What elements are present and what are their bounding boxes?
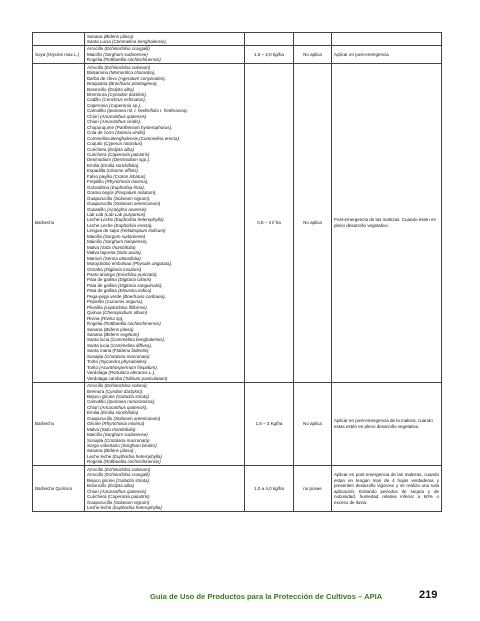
weeds-cell (85, 64, 245, 382)
weed-common-name: Chiori (87, 488, 99, 494)
weed-scientific-name: (Bidens pilosa) (103, 326, 134, 332)
dose-cell: 1,0 a 4,0 kg/ha (245, 466, 294, 512)
weed-scientific-name: (Cleome affinis) (106, 168, 139, 174)
weed-scientific-name: (Emilia sonchifolia) (100, 410, 139, 416)
weed-common-name: Santa Lucia (87, 38, 111, 44)
weed-scientific-name: (Echinochloa colonum) (104, 64, 151, 70)
weed-scientific-name: (Rottboellia cochinchinensis) (103, 459, 161, 465)
weed-common-name: Emilia (87, 410, 100, 416)
weed-common-name: Motojobobo embolsao (87, 261, 132, 267)
table-row (33, 466, 442, 512)
weed-scientific-name: (Rottboellia cochinchinensis) (103, 57, 161, 63)
weed-scientific-name: (Amaranthus quitensis) (100, 488, 147, 494)
weed-scientific-name: (Rivina sp), (100, 315, 124, 321)
weed-common-name: Bejuco glicine (87, 393, 115, 399)
weed-scientific-name: (Crotalaria mucronata) (104, 437, 150, 443)
weed-common-name: Santa lucia (87, 337, 110, 343)
weed-common-name: Rogelia (87, 459, 103, 465)
weed-entry (87, 376, 242, 381)
weed-common-name: Gusanillo (87, 206, 106, 212)
weed-scientific-name: (Leptochloa filiformis) (104, 304, 147, 310)
weed-common-name: Caperonia (87, 102, 108, 108)
weed-common-name: Guapurucillo (87, 499, 113, 505)
weed-common-name: Malva (87, 244, 100, 250)
weed-scientific-name: (Rhynchosia minima), (105, 179, 149, 185)
weed-scientific-name: (Portulaca oleracea L.), (108, 370, 156, 376)
weed-common-name: Chiori (87, 113, 99, 119)
weed-common-name: Leche leche (87, 453, 112, 459)
weed-common-name: Mamuri (87, 255, 103, 261)
weed-entry (87, 505, 242, 510)
weed-scientific-name: (Eclipta alba) (107, 146, 135, 152)
weed-common-name: Sonajita (87, 353, 104, 359)
weed-common-name: Pepinillo (87, 299, 105, 305)
interval-cell (294, 33, 332, 46)
weed-scientific-name: (Cenchrus echinatus), (102, 97, 147, 103)
weed-scientific-name: (Paspalum notatum), (114, 190, 157, 196)
weed-scientific-name: (Digitaria sanguinalis), (118, 282, 163, 288)
weed-common-name: Sanana (87, 448, 103, 454)
weed-scientific-name: (Senna obtusifolia) (103, 255, 141, 261)
weed-common-name: Bejuco glicine (87, 477, 115, 483)
weed-common-name: Plumilla (87, 304, 103, 310)
weed-common-name: Emilia (87, 162, 100, 168)
weed-scientific-name: (Digitaria insularis) (104, 266, 142, 272)
weed-scientific-name: (Nycandra physaloides) (99, 359, 147, 365)
weed-common-name: Leche leche (87, 505, 112, 511)
dose-cell: 1,5 – 3 Kg/ha (245, 382, 294, 466)
weed-common-name: Arrocillo (87, 383, 104, 389)
page-footer (150, 589, 450, 606)
weed-common-name: Lengua de sapo (87, 228, 120, 234)
weed-common-name: Sanana (87, 33, 103, 39)
weed-common-name: Quinua (87, 310, 102, 316)
weed-scientific-name: (Caperonia palustris) (107, 152, 150, 158)
weed-common-name: Coquito (87, 141, 103, 147)
weed-common-name: Bremnura (87, 92, 107, 98)
dose-cell (245, 33, 294, 46)
weed-common-name: Guapurucillo (87, 415, 113, 421)
interval-cell: No aplica (294, 64, 332, 382)
weed-common-name: Pata de gallina (87, 288, 117, 294)
weed-scientific-name: (Ipomoea ramosissima), (107, 399, 156, 405)
weed-common-name: Sanana (87, 326, 103, 332)
herbicide-use-table (32, 32, 442, 512)
weed-scientific-name: (Bidens pilosa) , (103, 448, 137, 454)
weed-common-name: Maicillo (87, 432, 103, 438)
weed-scientific-name: (Caperonia palustris) (107, 494, 150, 500)
remarks-cell: Aplicar en post emergencia de las malezas, cuando estan en tengan mas de 4 hojas verdaderas y presenten desarrollo vigoroso y se realiza una sola aplicación. Evitando periodos de sequía y de nubosidad, humedad relativa inferior a 60% o exceso de lluvia. (332, 466, 442, 512)
weed-common-name: Sonajita (87, 437, 104, 443)
weed-common-name: Balsamina (87, 70, 109, 76)
weed-common-name: Desmodium (87, 157, 112, 163)
weed-common-name: Orizaha (87, 266, 103, 272)
weed-scientific-name: (Echinochloa crusgalli) (104, 472, 150, 478)
weed-scientific-name: (Sida acuta), (116, 250, 143, 256)
weed-scientific-name: (Sorghum halapense), (103, 239, 148, 245)
weed-scientific-name: (Caperonia sp.), (109, 102, 142, 108)
weed-common-name: Pega-pega verde (87, 293, 122, 299)
weed-scientific-name: Benghalensis,(Commelina erecta), (111, 135, 181, 141)
dose-cell: 1,5 – 2,0 kg/ha (245, 45, 294, 63)
weed-common-name: Braquiaria (87, 81, 108, 87)
weed-scientific-name: (Heliotropium indicum) (120, 228, 166, 234)
footer-title: Guía de Uso de Productos para la Protección de Cultivos – APIA (150, 592, 383, 601)
weed-common-name: Bremura (87, 388, 105, 394)
weed-scientific-name: (Amaranthus quitensis) (100, 113, 147, 119)
weed-common-name: Golondrina (87, 184, 110, 190)
weed-common-name: Arrocillo (87, 46, 104, 52)
weed-scientific-name: (Euphorbia heterophylla) (112, 453, 162, 459)
weed-scientific-name: (Ipomoea nil, I. hederifolia I. hederacea), (107, 108, 188, 114)
weed-common-name: Verdolaga camba (87, 375, 123, 381)
weed-common-name: Lab Lab (87, 212, 104, 217)
weed-common-name: Falso payillo (87, 173, 113, 179)
weed-entry (87, 57, 242, 62)
remarks-cell: Post-emergencia de las malezas. Cuando esten en pleno desarrollo vegetativo. (332, 64, 442, 382)
table-row (33, 382, 442, 466)
crop-cell: Barbecho Químico (33, 466, 85, 512)
weed-scientific-name: (Crotalaria mucronata) (104, 353, 150, 359)
weed-scientific-name: (Eleusina indica) (118, 288, 152, 294)
weed-scientific-name: (Galactia striata) (116, 393, 150, 399)
weed-scientific-name: (Sorghum sudanense) (103, 51, 148, 57)
weed-scientific-name: (Eclipta alba) (107, 86, 135, 92)
weed-common-name: Curichera (87, 152, 107, 158)
weed-common-name: Rogelia (87, 57, 103, 63)
weed-common-name: Curichera (87, 494, 107, 500)
weed-common-name: Leche Leche (87, 222, 113, 228)
table-row (33, 33, 442, 46)
crop-cell (33, 33, 85, 46)
remarks-cell: Aplicar en post-emergencia (332, 45, 442, 63)
interval-cell: No aplica (294, 45, 332, 63)
weed-common-name: Guapurucillo (87, 201, 113, 207)
weed-common-name: Commelina (87, 135, 110, 141)
weed-scientific-name: (Sorgum sudanense) (103, 233, 146, 239)
weed-common-name: Maicillo (87, 51, 103, 57)
weed-scientific-name: (Solanum nigrum), (113, 195, 151, 201)
weed-scientific-name: (Solanum americanum) (113, 201, 161, 207)
remarks-cell: Aplicar en post-emergencia de la maleza, cuando estas estén en pleno desarrollo vegetativo. (332, 382, 442, 466)
weed-scientific-name: (Boerhavia caribaea), (122, 293, 166, 299)
weed-scientific-name: (Cyndon dactylon); (105, 388, 144, 394)
weed-common-name: Cola de zorro (87, 130, 115, 136)
weed-common-name: Glicine (87, 421, 101, 427)
weed-scientific-name: (Solanum nigrum) (113, 499, 150, 505)
weed-scientific-name: (Momordica charantia), (109, 70, 156, 76)
weed-common-name: Barba de chivo (87, 75, 118, 81)
weed-entry (87, 39, 242, 44)
weed-common-name: Botoncillo (87, 483, 107, 489)
weed-common-name: Arrocillo (87, 466, 104, 472)
weed-scientific-name: (Cucumis anguria), (105, 299, 144, 305)
weed-scientific-name: (Euphorbia heterophylla) (114, 217, 164, 223)
table-row (33, 45, 442, 63)
table-body (33, 33, 442, 512)
weed-common-name: Maicillo (87, 239, 103, 245)
weed-scientific-name: (Eclipta alba) (107, 483, 135, 489)
weed-common-name: Sanana (87, 331, 103, 337)
weed-common-name: Botoncillo (87, 86, 107, 92)
page-number: 219 (419, 589, 438, 601)
weed-common-name: Santa lucia (87, 342, 110, 348)
crop-cell: Soya (Glycine max L.) (33, 45, 85, 63)
weed-scientific-name: (Cynodon dactilon), (108, 92, 148, 98)
weeds-cell (85, 382, 245, 466)
weed-scientific-name: (Amaranthus viridis), (100, 119, 142, 125)
weed-common-name: Espadilla (87, 168, 106, 174)
remarks-cell (332, 33, 442, 46)
weed-scientific-name: (Sorghum bicolor) (121, 443, 157, 449)
weed-scientific-name: (Physalis angulata), (132, 261, 173, 267)
crop-cell: Barbecho (33, 64, 85, 382)
weed-scientific-name: (Bidens pilosa) (103, 33, 134, 39)
weed-scientific-name: (Commelina diffusa), (110, 342, 153, 348)
weed-entry (87, 459, 242, 464)
weeds-cell (85, 45, 245, 63)
weed-common-name: Arrocillo (87, 472, 104, 478)
weed-scientific-name: (Rottboellia cochinchinensis) (103, 321, 161, 327)
weed-scientific-name: (Sorghum sudanense) (103, 432, 148, 438)
weed-scientific-name: (Parthenium hysterophorus), (115, 124, 173, 130)
weed-scientific-name: (Croton lobatus) (113, 173, 146, 179)
weed-scientific-name: (Echinochloa colona); (104, 383, 148, 389)
weed-common-name: Pasto amargo (87, 271, 116, 277)
weed-common-name: Grama negra (87, 190, 114, 196)
weed-scientific-name: (Rhynchosia minima) (102, 421, 145, 427)
weed-common-name: Malva (87, 426, 100, 432)
weed-scientific-name: (Lab Lab purpureus) (104, 212, 146, 217)
weed-common-name: Chiori (87, 119, 99, 125)
weed-scientific-name: (Ageratum conyzoides), (118, 75, 166, 81)
weed-scientific-name: (Acanthospermum hispidum), (99, 364, 159, 370)
weed-common-name: Cadillo (87, 97, 101, 103)
weed-scientific-name: (Euphorbia hirta), (110, 184, 146, 190)
weed-common-name: Chupurujume (87, 124, 115, 130)
weed-scientific-name: (Echinochloa colonum) (104, 466, 151, 472)
weed-scientific-name: (Sida rhombifolia) (100, 426, 136, 432)
weed-common-name: Malva taporita (87, 250, 116, 256)
weed-common-name: Curichera (87, 146, 107, 152)
weed-common-name: Camotillo (87, 399, 106, 405)
weed-common-name: Chiori (87, 404, 99, 410)
weed-common-name: Maicillo (87, 233, 103, 239)
weed-common-name: Guapurucillo (87, 195, 113, 201)
weed-scientific-name: (Cyperus rotundus) (103, 141, 143, 147)
dose-cell: 0,8 – 4 l/ ha (245, 64, 294, 382)
weed-scientific-name: (Emilia sonchifolia), (100, 162, 140, 168)
weed-scientific-name: (Commelina benghalensis), (112, 38, 167, 44)
weed-scientific-name: (Solanum americanum) (113, 415, 161, 421)
weed-scientific-name: (Talinum paniculatum) (123, 375, 168, 381)
weed-scientific-name: (Amaranthus quitensis), (100, 404, 148, 410)
crop-cell: Barbecho (33, 382, 85, 466)
weed-common-name: Pata de gallina (87, 282, 117, 288)
weed-common-name: Sorgo voluntario (87, 443, 120, 449)
weed-scientific-name: (Galactia striata) (116, 477, 150, 483)
weed-scientific-name: (Euphorbia erecta), (114, 222, 153, 228)
weed-scientific-name: (Eriochloa punctata), (116, 271, 158, 277)
weed-common-name: Santa maria (87, 348, 112, 354)
weed-scientific-name: (Euphorbia heterophylla) (112, 505, 162, 511)
weed-scientific-name: (Digitaria ciliaris) (118, 277, 152, 283)
weed-common-name: Rivina (87, 315, 100, 321)
weed-scientific-name: (Chenopodium album) (102, 310, 148, 316)
weed-common-name: Frejolillo (87, 179, 104, 185)
weeds-cell (85, 33, 245, 46)
weed-scientific-name: (Acalypha arvensis) (107, 206, 147, 212)
weed-common-name: Arrocillo (87, 64, 104, 70)
weed-common-name: Torito (87, 359, 99, 365)
weed-common-name: Verdolaga (87, 370, 108, 376)
weed-scientific-name: (Setaria viridis) (115, 130, 146, 136)
weed-scientific-name: (Echinochloa crusgalli) (104, 46, 150, 52)
weed-scientific-name: (Flaberia bidentis) (112, 348, 149, 354)
weed-scientific-name: (Brachiaria plantaginea), (108, 81, 158, 87)
interval-cell: No aplica (294, 382, 332, 466)
weed-common-name: Pata de gallina (87, 277, 117, 283)
weed-scientific-name: (Desmodium spp.), (112, 157, 151, 163)
weed-common-name: Torito (87, 364, 99, 370)
interval-cell: no posee (294, 466, 332, 512)
table-row (33, 64, 442, 382)
weed-scientific-name: (Sida rhombifolia) (100, 244, 136, 250)
weed-common-name: Rogelia (87, 321, 103, 327)
weeds-cell (85, 466, 245, 512)
weed-scientific-name: (Bidens segetum) (103, 331, 140, 337)
weed-common-name: Leche-Leche (87, 217, 114, 223)
weed-common-name: Camotillo (87, 108, 106, 114)
weed-scientific-name: (Commelina benghalensis), (110, 337, 166, 343)
